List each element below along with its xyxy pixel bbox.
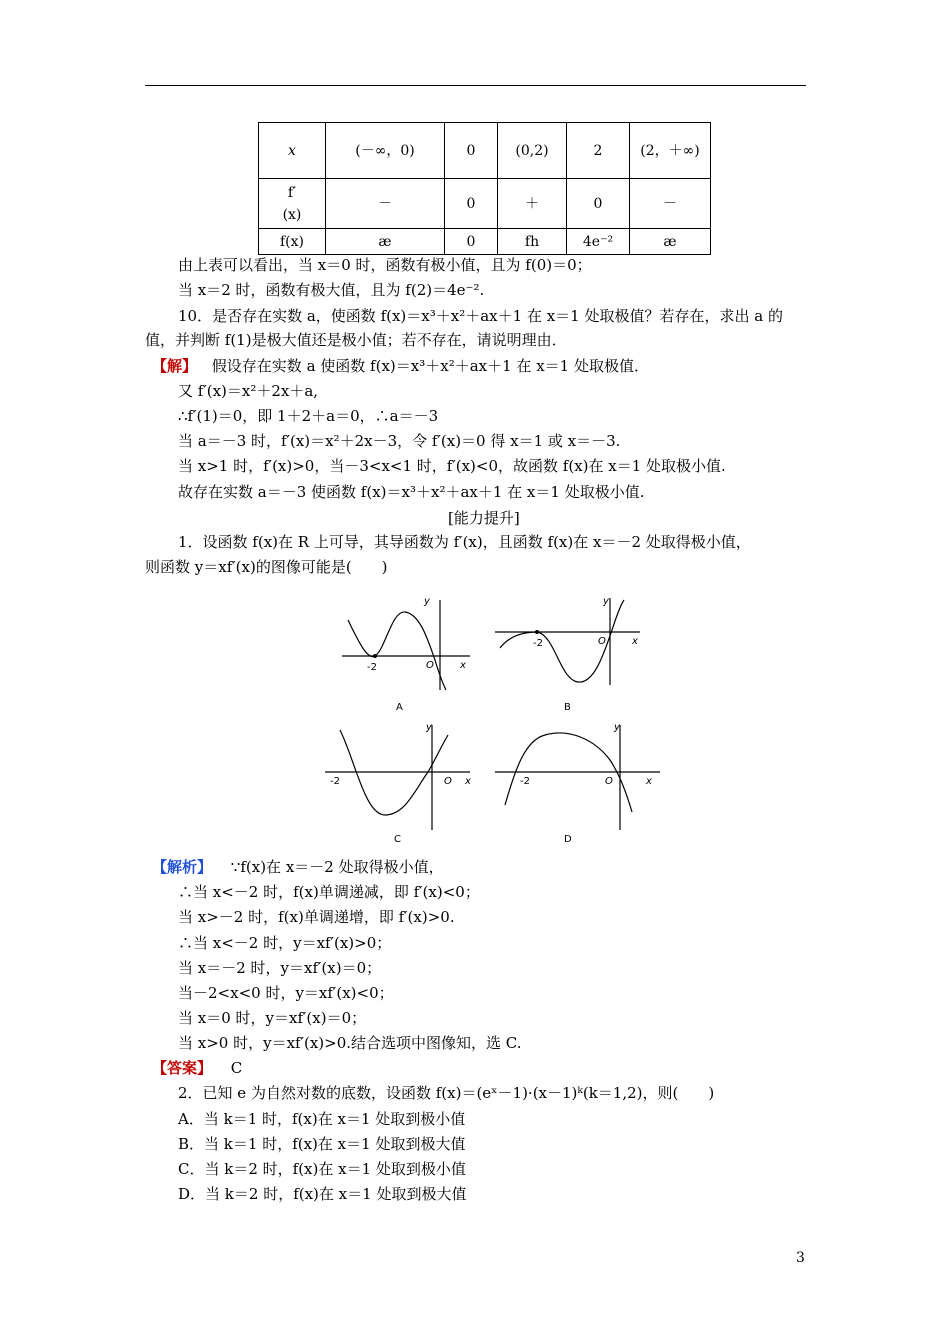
text-line: 当 x＝－2 时，y＝xf′(x)＝0；	[178, 959, 382, 977]
graph-b-neg2: -2	[533, 638, 543, 649]
table-cell: fh	[498, 229, 567, 255]
graph-a-x: x	[460, 660, 466, 671]
text-line: ∴当 x<－2 时，f(x)单调递减，即 f′(x)<0；	[178, 883, 480, 901]
graph-b	[495, 598, 640, 685]
table-cell: －	[630, 179, 711, 229]
graph-d-neg2: -2	[520, 776, 530, 787]
text-line: ∴当 x<－2 时，y＝xf′(x)>0；	[178, 934, 392, 952]
text-line: 当 x>0 时，y＝xf′(x)>0.结合选项中图像知，选 C.	[178, 1034, 522, 1052]
graph-a-label: A	[396, 702, 403, 713]
table-cell: æ	[630, 229, 711, 255]
graph-d-o: O	[605, 776, 613, 787]
answer-graphs	[320, 590, 670, 845]
graph-d-y: y	[614, 722, 620, 733]
graph-a-y: y	[424, 596, 430, 607]
table-cell: 0	[445, 123, 498, 179]
solution-tag: 【解】	[152, 357, 198, 375]
text-line: 由上表可以看出，当 x＝0 时，函数有极小值，且为 f(0)＝0；	[178, 256, 592, 274]
graph-c-y: y	[426, 722, 432, 733]
text-line: 当 x＝0 时，y＝xf′(x)＝0；	[178, 1009, 367, 1027]
page-number: 3	[796, 1250, 805, 1266]
analysis-tag: 【解析】	[152, 858, 213, 876]
table-cell: 0	[567, 179, 630, 229]
graph-c-x: x	[465, 776, 471, 787]
table-cell: (2，＋∞)	[630, 123, 711, 179]
graph-b-x: x	[632, 636, 638, 647]
text-line: 当 x>1 时，f′(x)>0，当－3<x<1 时，f′(x)<0，故函数 f(x)在 x＝1 处取极小值.	[178, 457, 726, 475]
graph-c-o: O	[444, 776, 452, 787]
graph-b-o: O	[598, 636, 606, 647]
option-d: D．当 k＝2 时，f(x)在 x＝1 处取到极大值	[178, 1185, 467, 1203]
table-cell: ＋	[498, 179, 567, 229]
solution-text: ∵f(x)在 x＝－2 处取得极小值，	[230, 858, 444, 876]
table-cell: 0	[445, 179, 498, 229]
graph-b-y: y	[603, 596, 609, 607]
graph-b-dot	[535, 630, 539, 634]
table-cell: 2	[567, 123, 630, 179]
graph-c-label: C	[394, 834, 401, 845]
table-cell: x	[259, 123, 326, 179]
table-cell: æ	[326, 229, 445, 255]
table-cell: (－∞，0)	[326, 123, 445, 179]
graph-a-neg2: -2	[367, 662, 377, 673]
table-cell: f(x)	[259, 229, 326, 255]
graph-c-neg2: -2	[330, 776, 340, 787]
text-line: 当－2<x<0 时，y＝xf′(x)<0；	[178, 984, 394, 1002]
text-line: 则函数 y＝xf′(x)的图像可能是( )	[145, 558, 388, 576]
graph-d-x: x	[646, 776, 652, 787]
text-line: 1．设函数 f(x)在 R 上可导，其导函数为 f′(x)，且函数 f(x)在 x＝－2 处取得极小值，	[178, 533, 751, 551]
table-row	[259, 229, 711, 255]
table-row	[259, 123, 711, 179]
graph-a-o: O	[426, 660, 434, 671]
table-row	[259, 179, 711, 229]
graph-b-label: B	[564, 702, 571, 713]
answer-line	[152, 1058, 242, 1078]
text-line: 2．已知 e 为自然对数的底数，设函数 f(x)＝(eˣ－1)·(x－1)ᵏ(k＝1,2)，则( )	[178, 1084, 715, 1102]
graph-a-dot	[373, 654, 377, 658]
solution-line	[152, 356, 649, 376]
table-cell: －	[326, 179, 445, 229]
solution-line	[152, 857, 444, 877]
answer-tag: 【答案】	[152, 1059, 213, 1077]
text-line: 值，并判断 f(1)是极大值还是极小值；若不存在，请说明理由．	[145, 331, 567, 349]
text-line: 又 f′(x)＝x²＋2x＋a,	[178, 382, 319, 400]
option-a: A．当 k＝1 时，f(x)在 x＝1 处取到极小值	[178, 1110, 466, 1128]
text-line: 当 a＝－3 时，f′(x)＝x²＋2x－3，令 f′(x)＝0 得 x＝1 或 x＝－3.	[178, 432, 621, 450]
variation-table	[258, 122, 711, 255]
answer-value: C	[230, 1059, 243, 1077]
table-cell: (0,2)	[498, 123, 567, 179]
text-line: ∴f′(1)＝0，即 1＋2＋a＝0，∴a＝－3	[178, 407, 439, 425]
text-line: 当 x>－2 时，f(x)单调递增，即 f′(x)>0.	[178, 908, 455, 926]
graph-d-label: D	[564, 834, 572, 845]
option-c: C．当 k＝2 时，f(x)在 x＝1 处取到极小值	[178, 1160, 466, 1178]
graph-a	[342, 600, 470, 690]
section-heading: [能力提升]	[448, 509, 520, 527]
table-cell: f′(x)	[259, 179, 326, 229]
header-rule	[145, 85, 806, 86]
table-cell: 4e⁻²	[567, 229, 630, 255]
text-line: 当 x＝2 时，函数有极大值，且为 f(2)＝4e⁻².	[178, 281, 485, 299]
text-line: 10．是否存在实数 a，使函数 f(x)＝x³＋x²＋ax＋1 在 x＝1 处取极值？若存在，求出 a 的	[178, 307, 783, 325]
table-cell: 0	[445, 229, 498, 255]
option-b: B．当 k＝1 时，f(x)在 x＝1 处取到极大值	[178, 1135, 466, 1153]
solution-text: 假设存在实数 a 使函数 f(x)＝x³＋x²＋ax＋1 在 x＝1 处取极值．	[211, 357, 649, 375]
text-line: 故存在实数 a＝－3 使函数 f(x)＝x³＋x²＋ax＋1 在 x＝1 处取极小值.	[178, 483, 645, 501]
